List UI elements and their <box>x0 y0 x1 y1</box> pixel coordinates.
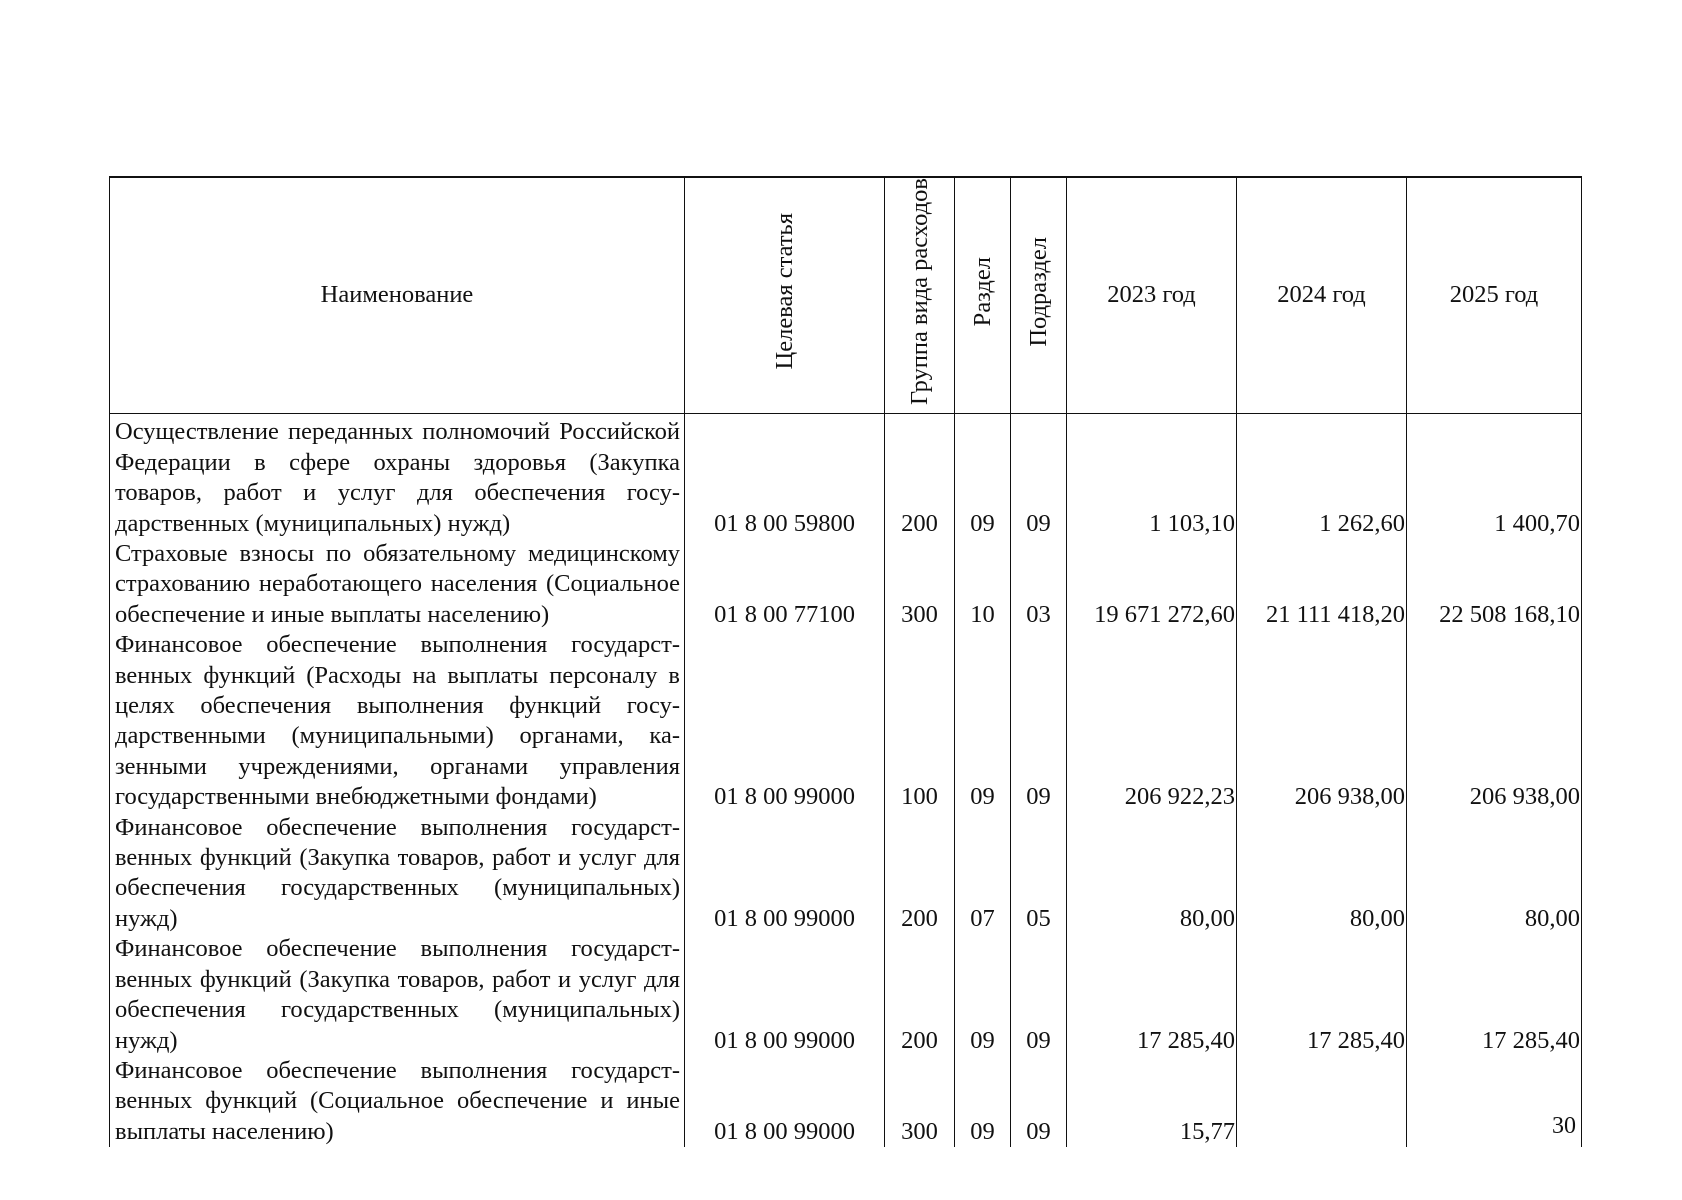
table-row <box>110 934 1582 1056</box>
row-subsection: 09 <box>1011 934 1067 1056</box>
table-row <box>110 813 1582 935</box>
row-amount-2024: 206 938,00 <box>1237 630 1407 812</box>
header-expense-group: Группа вида расходов <box>885 177 955 414</box>
row-expense-group: 200 <box>885 813 955 935</box>
row-amount-2023: 1 103,10 <box>1067 414 1237 539</box>
row-amount-2023: 15,77 <box>1067 1056 1237 1147</box>
header-name: Наименование <box>110 177 685 414</box>
row-amount-2024: 21 111 418,20 <box>1237 539 1407 630</box>
row-name: Страховые взносы по обязательному медицинскому страхованию неработающего населения (Социальное обеспечение и иные выплаты населению) <box>110 539 685 630</box>
row-subsection: 09 <box>1011 1056 1067 1147</box>
row-amount-2023: 80,00 <box>1067 813 1237 935</box>
row-expense-group: 300 <box>885 539 955 630</box>
header-year-2025: 2025 год <box>1407 177 1582 414</box>
row-target-article: 01 8 00 99000 <box>685 813 885 935</box>
table-row <box>110 1056 1582 1147</box>
header-year-2024: 2024 год <box>1237 177 1407 414</box>
row-amount-2025: 17 285,40 <box>1407 934 1582 1056</box>
table-header-row <box>110 177 1582 414</box>
row-name: Финансовое обеспечение выполнения государственных функций (Расходы на выплаты персоналу в целях обеспечения выполнения функций государственными (муниципальными) органами, казенными учреждениями, органами управления государственными внебюджетными фондами) <box>110 630 685 812</box>
row-amount-2025: 80,00 <box>1407 813 1582 935</box>
row-amount-2024 <box>1237 1056 1407 1147</box>
row-subsection: 05 <box>1011 813 1067 935</box>
row-amount-2024: 1 262,60 <box>1237 414 1407 539</box>
row-target-article: 01 8 00 59800 <box>685 414 885 539</box>
row-amount-2025: 22 508 168,10 <box>1407 539 1582 630</box>
table-row <box>110 630 1582 812</box>
table-row <box>110 539 1582 630</box>
row-amount-2025: 206 938,00 <box>1407 630 1582 812</box>
row-subsection: 03 <box>1011 539 1067 630</box>
row-section: 09 <box>955 934 1011 1056</box>
row-name: Финансовое обеспечение выполнения государственных функций (Социальное обеспечение и иные выплаты населению) <box>110 1056 685 1147</box>
row-amount-2024: 80,00 <box>1237 813 1407 935</box>
row-section: 10 <box>955 539 1011 630</box>
row-amount-2023: 19 671 272,60 <box>1067 539 1237 630</box>
row-target-article: 01 8 00 99000 <box>685 934 885 1056</box>
header-subsection: Подраздел <box>1011 177 1067 414</box>
row-subsection: 09 <box>1011 630 1067 812</box>
row-subsection: 09 <box>1011 414 1067 539</box>
row-amount-2023: 206 922,23 <box>1067 630 1237 812</box>
row-name: Финансовое обеспечение выполнения государственных функций (Закупка товаров, работ и услуг для обеспечения государственных (муниципальных) нужд) <box>110 813 685 935</box>
header-section: Раздел <box>955 177 1011 414</box>
row-amount-2023: 17 285,40 <box>1067 934 1237 1056</box>
row-expense-group: 300 <box>885 1056 955 1147</box>
row-target-article: 01 8 00 99000 <box>685 630 885 812</box>
row-section: 09 <box>955 1056 1011 1147</box>
row-section: 09 <box>955 414 1011 539</box>
row-name: Финансовое обеспечение выполнения государственных функций (Закупка товаров, работ и услуг для обеспечения государственных (муниципальных) нужд) <box>110 934 685 1056</box>
row-amount-2025: 1 400,70 <box>1407 414 1582 539</box>
header-year-2023: 2023 год <box>1067 177 1237 414</box>
row-expense-group: 100 <box>885 630 955 812</box>
row-section: 09 <box>955 630 1011 812</box>
row-expense-group: 200 <box>885 414 955 539</box>
header-target-article: Целевая статья <box>685 177 885 414</box>
row-target-article: 01 8 00 99000 <box>685 1056 885 1147</box>
page-number: 30 <box>1552 1113 1576 1139</box>
row-section: 07 <box>955 813 1011 935</box>
row-target-article: 01 8 00 77100 <box>685 539 885 630</box>
row-name: Осуществление переданных полномочий Российской Федерации в сфере охраны здоровья (Закупка товаров, работ и услуг для обеспечения государственных (муниципальных) нужд) <box>110 414 685 539</box>
row-expense-group: 200 <box>885 934 955 1056</box>
table-row <box>110 414 1582 539</box>
row-amount-2024: 17 285,40 <box>1237 934 1407 1056</box>
budget-table <box>109 176 1582 1147</box>
